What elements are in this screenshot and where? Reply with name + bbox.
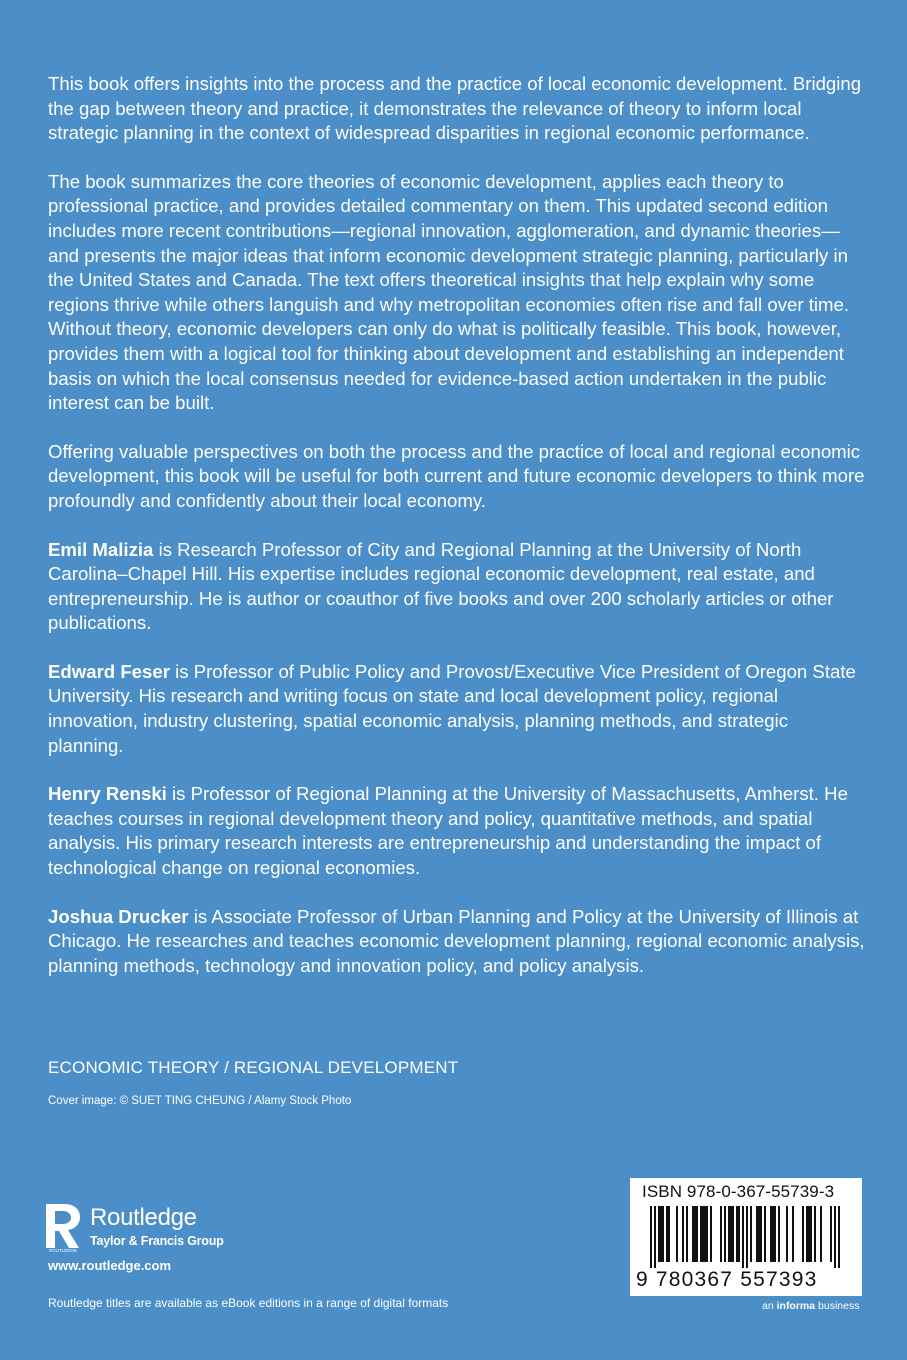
barcode-bar	[650, 1206, 652, 1268]
barcode-bar	[700, 1206, 702, 1262]
description-paragraph-1: This book offers insights into the process and the practice of local economic development. Bridging the gap between theory and practice, it demonstrates the relevance of theory to inform local strategic planning in the context of widespread disparities in regional economic performance.	[48, 73, 862, 144]
barcode-bar	[738, 1206, 740, 1262]
routledge-r-logo-icon	[44, 1202, 84, 1254]
barcode-bar	[706, 1206, 708, 1262]
barcode-bar	[814, 1206, 816, 1262]
informa-tagline	[762, 1300, 859, 1312]
author-name: Henry Renski	[48, 783, 167, 805]
barcode-bar	[668, 1206, 670, 1262]
barcode-bar	[750, 1206, 752, 1262]
informa-prefix: an	[762, 1300, 777, 1312]
barcode-bar	[696, 1206, 698, 1262]
barcode-bar	[820, 1206, 822, 1262]
barcode-bar	[802, 1206, 804, 1262]
cover-image-credit: Cover image: © SUET TING CHEUNG / Alamy Stock Photo	[48, 1095, 352, 1107]
author-name: Emil Malizia	[48, 538, 154, 560]
author-bio-2	[48, 660, 868, 758]
publisher-website: www.routledge.com	[48, 1258, 172, 1273]
informa-brand: informa	[776, 1300, 816, 1312]
barcode-bar	[764, 1206, 766, 1262]
barcode-bar	[654, 1206, 656, 1268]
barcode-bar	[838, 1206, 840, 1268]
barcode-bar	[660, 1206, 662, 1262]
publisher-name: Routledge	[90, 1204, 197, 1231]
barcode-bar	[728, 1206, 730, 1262]
ean13-barcode-icon	[634, 1206, 858, 1268]
author-bio-text: is Professor of Regional Planning at the University of Massachusetts, Amherst. He teaches courses in regional development theory and policy, quantitative methods, and spatial analysis. His primary research interests are entrepreneurship and understanding the impact of technological change on regional economies.	[48, 783, 848, 879]
barcode-bar	[732, 1206, 734, 1262]
barcode-bar	[702, 1206, 704, 1262]
author-bio-text: is Associate Professor of Urban Planning and Policy at the University of Illinois at Chicago. He researches and teaches economic development planning, regional economic analysis, planning methods, technology and innovation policy, and policy analysis.	[48, 905, 865, 976]
barcode-bar	[686, 1206, 688, 1262]
barcode-bar	[758, 1206, 760, 1262]
barcode-bar	[806, 1206, 808, 1262]
barcode-bar	[710, 1206, 712, 1262]
author-bio-3	[48, 782, 868, 880]
barcode-bar	[676, 1206, 678, 1262]
barcode-bar	[756, 1206, 758, 1262]
barcode-bar	[682, 1206, 684, 1262]
barcode-bar	[720, 1206, 722, 1262]
logo-vertical-mark: ROUTLEDGE	[49, 1248, 78, 1253]
barcode-bar	[704, 1206, 706, 1262]
author-bio-text: is Research Professor of City and Regional Planning at the University of North Carolina–Chapel Hill. His expertise includes regional economic development, real estate, and entrepreneurship. He is author or coauthor of five books and over 200 scholarly articles or other publications.	[48, 538, 834, 634]
description-paragraph-2: The book summarizes the core theories of economic development, applies each theory to professional practice, and provides detailed commentary on them. This updated second edition includes more recent contributions—regional innovation, agglomeration, and dynamic theories—and presents the major ideas that inform economic development strategic planning, particularly in the United States and Canada. The text offers theoretical insights that help explain why some regions thrive while others languish and why metropolitan economies often rise and fall over time. Without theory, economic developers can only do what is politically feasible. This book, however, provides them with a logical tool for thinking about development and establishing an independent basis on which the local consensus needed for evidence-based action undertaken in the public interest can be built.	[48, 170, 849, 414]
barcode-bar	[692, 1206, 694, 1262]
barcode-bar	[742, 1206, 744, 1268]
barcode-bar	[770, 1206, 772, 1262]
barcode-bar	[810, 1206, 812, 1262]
barcode-bar	[808, 1206, 810, 1262]
publisher-group: Taylor & Francis Group	[90, 1234, 224, 1248]
barcode-bar	[834, 1206, 836, 1268]
barcode-bar	[786, 1206, 788, 1262]
barcode-bar	[694, 1206, 696, 1262]
author-bio-text: is Professor of Public Policy and Provost/Executive Vice President of Oregon State University. His research and writing focus on state and local development policy, regional innovation, industry clustering, spatial economic analysis, planning methods, and strategic planning.	[48, 660, 856, 756]
barcode-bar	[724, 1206, 726, 1262]
barcode-bar	[760, 1206, 762, 1262]
barcode-bar	[774, 1206, 776, 1262]
author-name: Joshua Drucker	[48, 905, 189, 927]
author-bio-4	[48, 905, 868, 979]
description-paragraph-3: Offering valuable perspectives on both the process and the practice of local and regional economic development, this book will be useful for both current and future economic developers to think more profoundly and confidently about their local economy.	[48, 440, 865, 511]
author-name: Edward Feser	[48, 660, 170, 682]
barcode-bar	[778, 1206, 780, 1262]
barcode-bar	[830, 1206, 832, 1262]
barcode-bar	[746, 1206, 748, 1268]
publisher-logo	[44, 1200, 264, 1256]
barcode-bar	[662, 1206, 664, 1262]
barcode-digits: 9 780367 557393	[636, 1268, 818, 1291]
isbn-label: ISBN 978-0-367-55739-3	[642, 1182, 835, 1201]
barcode-bar	[730, 1206, 732, 1262]
barcode-bar	[792, 1206, 794, 1262]
barcode-bar	[772, 1206, 774, 1262]
barcode-bar	[736, 1206, 738, 1262]
blurb	[48, 72, 868, 1002]
barcode-bar	[666, 1206, 668, 1262]
ebook-note: Routledge titles are available as eBook editions in a range of digital formats	[48, 1296, 449, 1310]
author-bio-1	[48, 538, 868, 636]
isbn-barcode-box	[630, 1178, 862, 1296]
barcode-bar	[658, 1206, 660, 1262]
subject-category: ECONOMIC THEORY / REGIONAL DEVELOPMENT	[48, 1058, 459, 1077]
informa-suffix: business	[815, 1300, 860, 1312]
